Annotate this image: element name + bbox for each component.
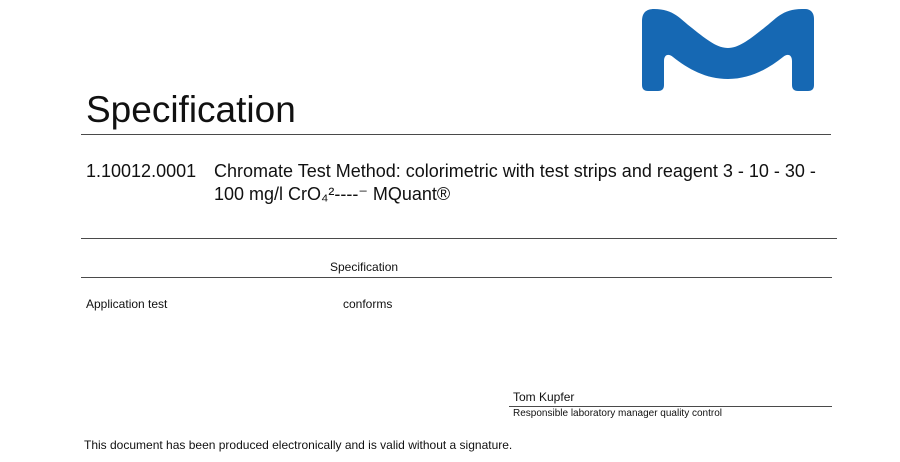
- footer-note: This document has been produced electronically and is valid without a signature.: [84, 438, 513, 452]
- specification-column-header: Specification: [330, 260, 399, 274]
- title-divider: [81, 134, 831, 135]
- signatory-role: Responsible laboratory manager quality control: [513, 408, 723, 419]
- signatory-name: Tom Kupfer: [513, 390, 575, 404]
- test-name-cell: Application test: [86, 297, 168, 311]
- test-result-cell: conforms: [343, 297, 393, 311]
- product-divider: [81, 238, 837, 239]
- brand-logo-shape: [642, 9, 814, 91]
- brand-logo-icon: [642, 9, 815, 93]
- page-title: Specification: [86, 89, 296, 130]
- product-description: Chromate Test Method: colorimetric with test strips and reagent 3 - 10 - 30 - 100 mg/l CrO₄²----⁻ MQuant®: [214, 161, 816, 204]
- table-header-divider: [81, 277, 832, 278]
- product-number: 1.10012.0001: [86, 161, 197, 181]
